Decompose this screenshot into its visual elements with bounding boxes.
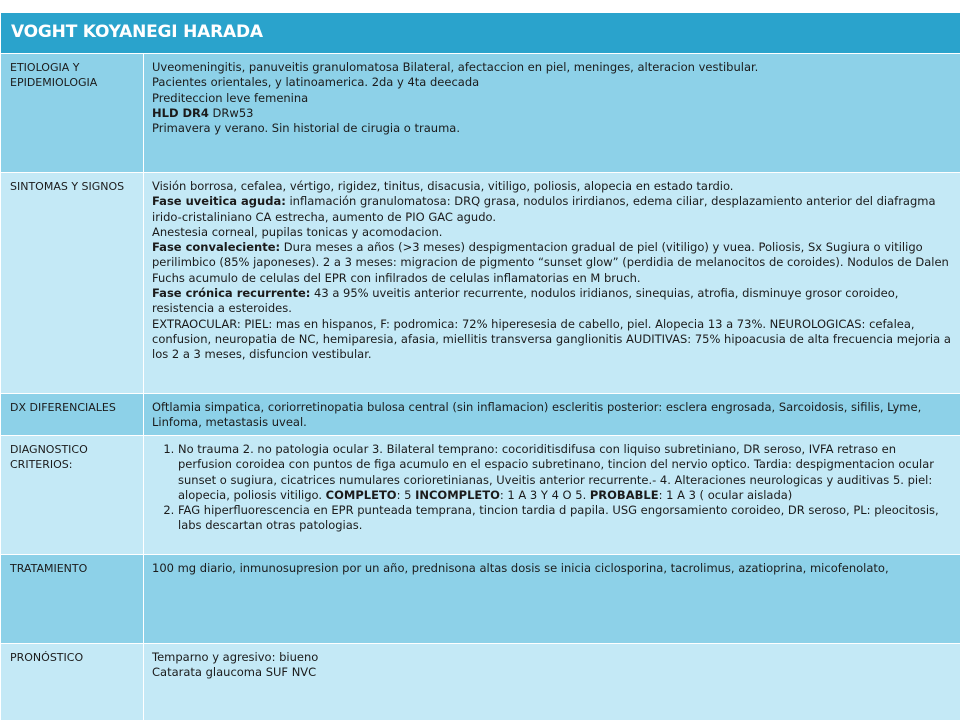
fase-aguda-text: inflamación granulomatosa: DRQ grasa, nodulos irirdianos, edema ciliar, desplazamiento anterior del diafragma irido-cristaliniano CA estrecha, aumento de PIO GAC agudo. [152,194,936,224]
criteria-incompleto: INCOMPLETO [415,487,500,502]
criteria-completo: COMPLETO [325,487,397,502]
criteria-item: 2. FAG hiperfluorescencia en EPR punteada temprana, tincion tardia d papila. USG engorsamiento coroideo, DR seroso, PL: pleocitosis, labs descartan otras patologias. [178,503,952,534]
criteria-probable: PROBABLE [589,487,659,502]
table-row-diagnostico [1,436,960,555]
sintomas-line: Anestesia corneal, pupilas tonicas y acomodacion. [152,224,443,239]
row-content-sintomas [144,173,960,394]
table-row-pronostico [1,644,960,720]
etiologia-line: Pacientes orientales, y latinoamerica. 2da y 4ta deecada [152,75,480,90]
criteria-text: : 1 A 3 ( ocular aislada) [658,487,793,502]
row-label-tratamiento: TRATAMIENTO [1,555,144,644]
row-label-pronostico: PRONÓSTICO [1,644,144,720]
row-content-pronostico [144,644,960,720]
vkh-table [0,12,960,720]
row-content-dx: Oftlamia simpatica, coriorretinopatia bulosa central (sin inflamacion) escleritis posterior: esclera engrosada, Sarcoidosis, sifilis, Lyme, Linfoma, metastasis uveal. [144,394,960,436]
row-content-etiologia [144,54,960,173]
row-label-dx: DX DIFERENCIALES [1,394,144,436]
row-label-etiologia: ETIOLOGIA Y EPIDEMIOLOGIA [1,54,144,173]
fase-cronica-label: Fase crónica recurrente: [152,286,311,301]
pronostico-line: Temparno y agresivo: biueno [152,650,319,664]
sintomas-line: Visión borrosa, cefalea, vértigo, rigidez, tinitus, disacusia, vitiligo, poliosis, alopecia en estado tardio. [152,179,734,193]
fase-convaleciente-text: Dura meses a años (>3 meses) despigmentacion gradual de piel (vitiligo) y vuea. Poliosis, Sx Sugiura o vitiligo perilimbico (85% japoneses). 2 a 3 meses: migracion de pigmento “sunset glow” (perdidia de melanocitos de coroides). Nodulos de Dalen Fuchs acumulo de celulas del EPR con infilrados de celulas inflamatorias en M bruch. [152,240,949,285]
criteria-text: : 5 [396,487,416,502]
table-row-etiologia [1,54,960,173]
hld-rest: DRw53 [208,105,254,120]
row-label-sintomas: SINTOMAS Y SIGNOS [1,173,144,394]
pronostico-line: Catarata glaucoma SUF NVC [152,665,317,680]
sintomas-line [152,194,952,225]
fase-aguda-label: Fase uveitica aguda: [152,194,286,209]
etiologia-line: Prediteccion leve femenina [152,90,309,105]
row-content-tratamiento: 100 mg diario, inmunosupresion por un año, prednisona altas dosis se inicia ciclosporina, tacrolimus, azatioprina, micofenolato, [144,555,960,644]
criteria-item [178,442,952,503]
hld-bold: HLD DR4 [152,105,209,120]
table-row-sintomas [1,173,960,394]
etiologia-line: Uveomeningitis, panuveitis granulomatosa Bilateral, afectaccion en piel, meninges, alteracion vestibular. [152,60,759,74]
row-content-diagnostico [144,436,960,555]
etiologia-line: Primavera y verano. Sin historial de cirugia o trauma. [152,121,460,136]
row-label-diagnostico: DIAGNOSTICO CRITERIOS: [1,436,144,555]
sintomas-line [152,286,952,317]
table-row-tratamiento [1,555,960,644]
fase-cronica-text: 43 a 95% uveitis anterior recurrente, nodulos iridianos, sinequias, atrofia, disminuye grosor coroideo, resistencia a esteroides. [152,286,899,316]
etiologia-line [152,106,952,121]
criteria-text: No trauma 2. no patologia ocular 3. Bilateral temprano: cocoriditisdifusa con liquiso subretiniano, DR seroso, IVFA retraso en perfusion coroidea con puntos de figa acumulo en el espacio subretinano, tincion del nervio optico. Tardia: despigmentacion ocular sunset o sugiura, cicatrices numulares corioretinianas, Uveitis anterior recurrente.- 4. Alteraciones neurologicas y auditivas 5. piel: alopecia, poliosis vitiligo. [178,442,934,502]
sintomas-line [152,240,952,286]
table-title: VOGHT KOYANEGI HARADA [1,13,960,54]
criteria-list [152,442,952,534]
criteria-text: : 1 A 3 Y 4 O 5. [499,487,590,502]
table-row-dx [1,394,960,436]
table-header-row [1,13,960,54]
fase-convaleciente-label: Fase convaleciente: [152,240,281,255]
sintomas-line: EXTRAOCULAR: PIEL: mas en hispanos, F: podromica: 72% hiperesesia de cabello, piel. Alopecia 13 a 73%. NEUROLOGICAS: cefalea, confusion, neuropatia de NC, hemiparesia, afasia, miellitis transversa ganglionitis AUDITIVAS: 75% hipoacusia de alta frecuencia mejoria a los 2 a 3 meses, disfuncion vestibular. [152,316,951,362]
